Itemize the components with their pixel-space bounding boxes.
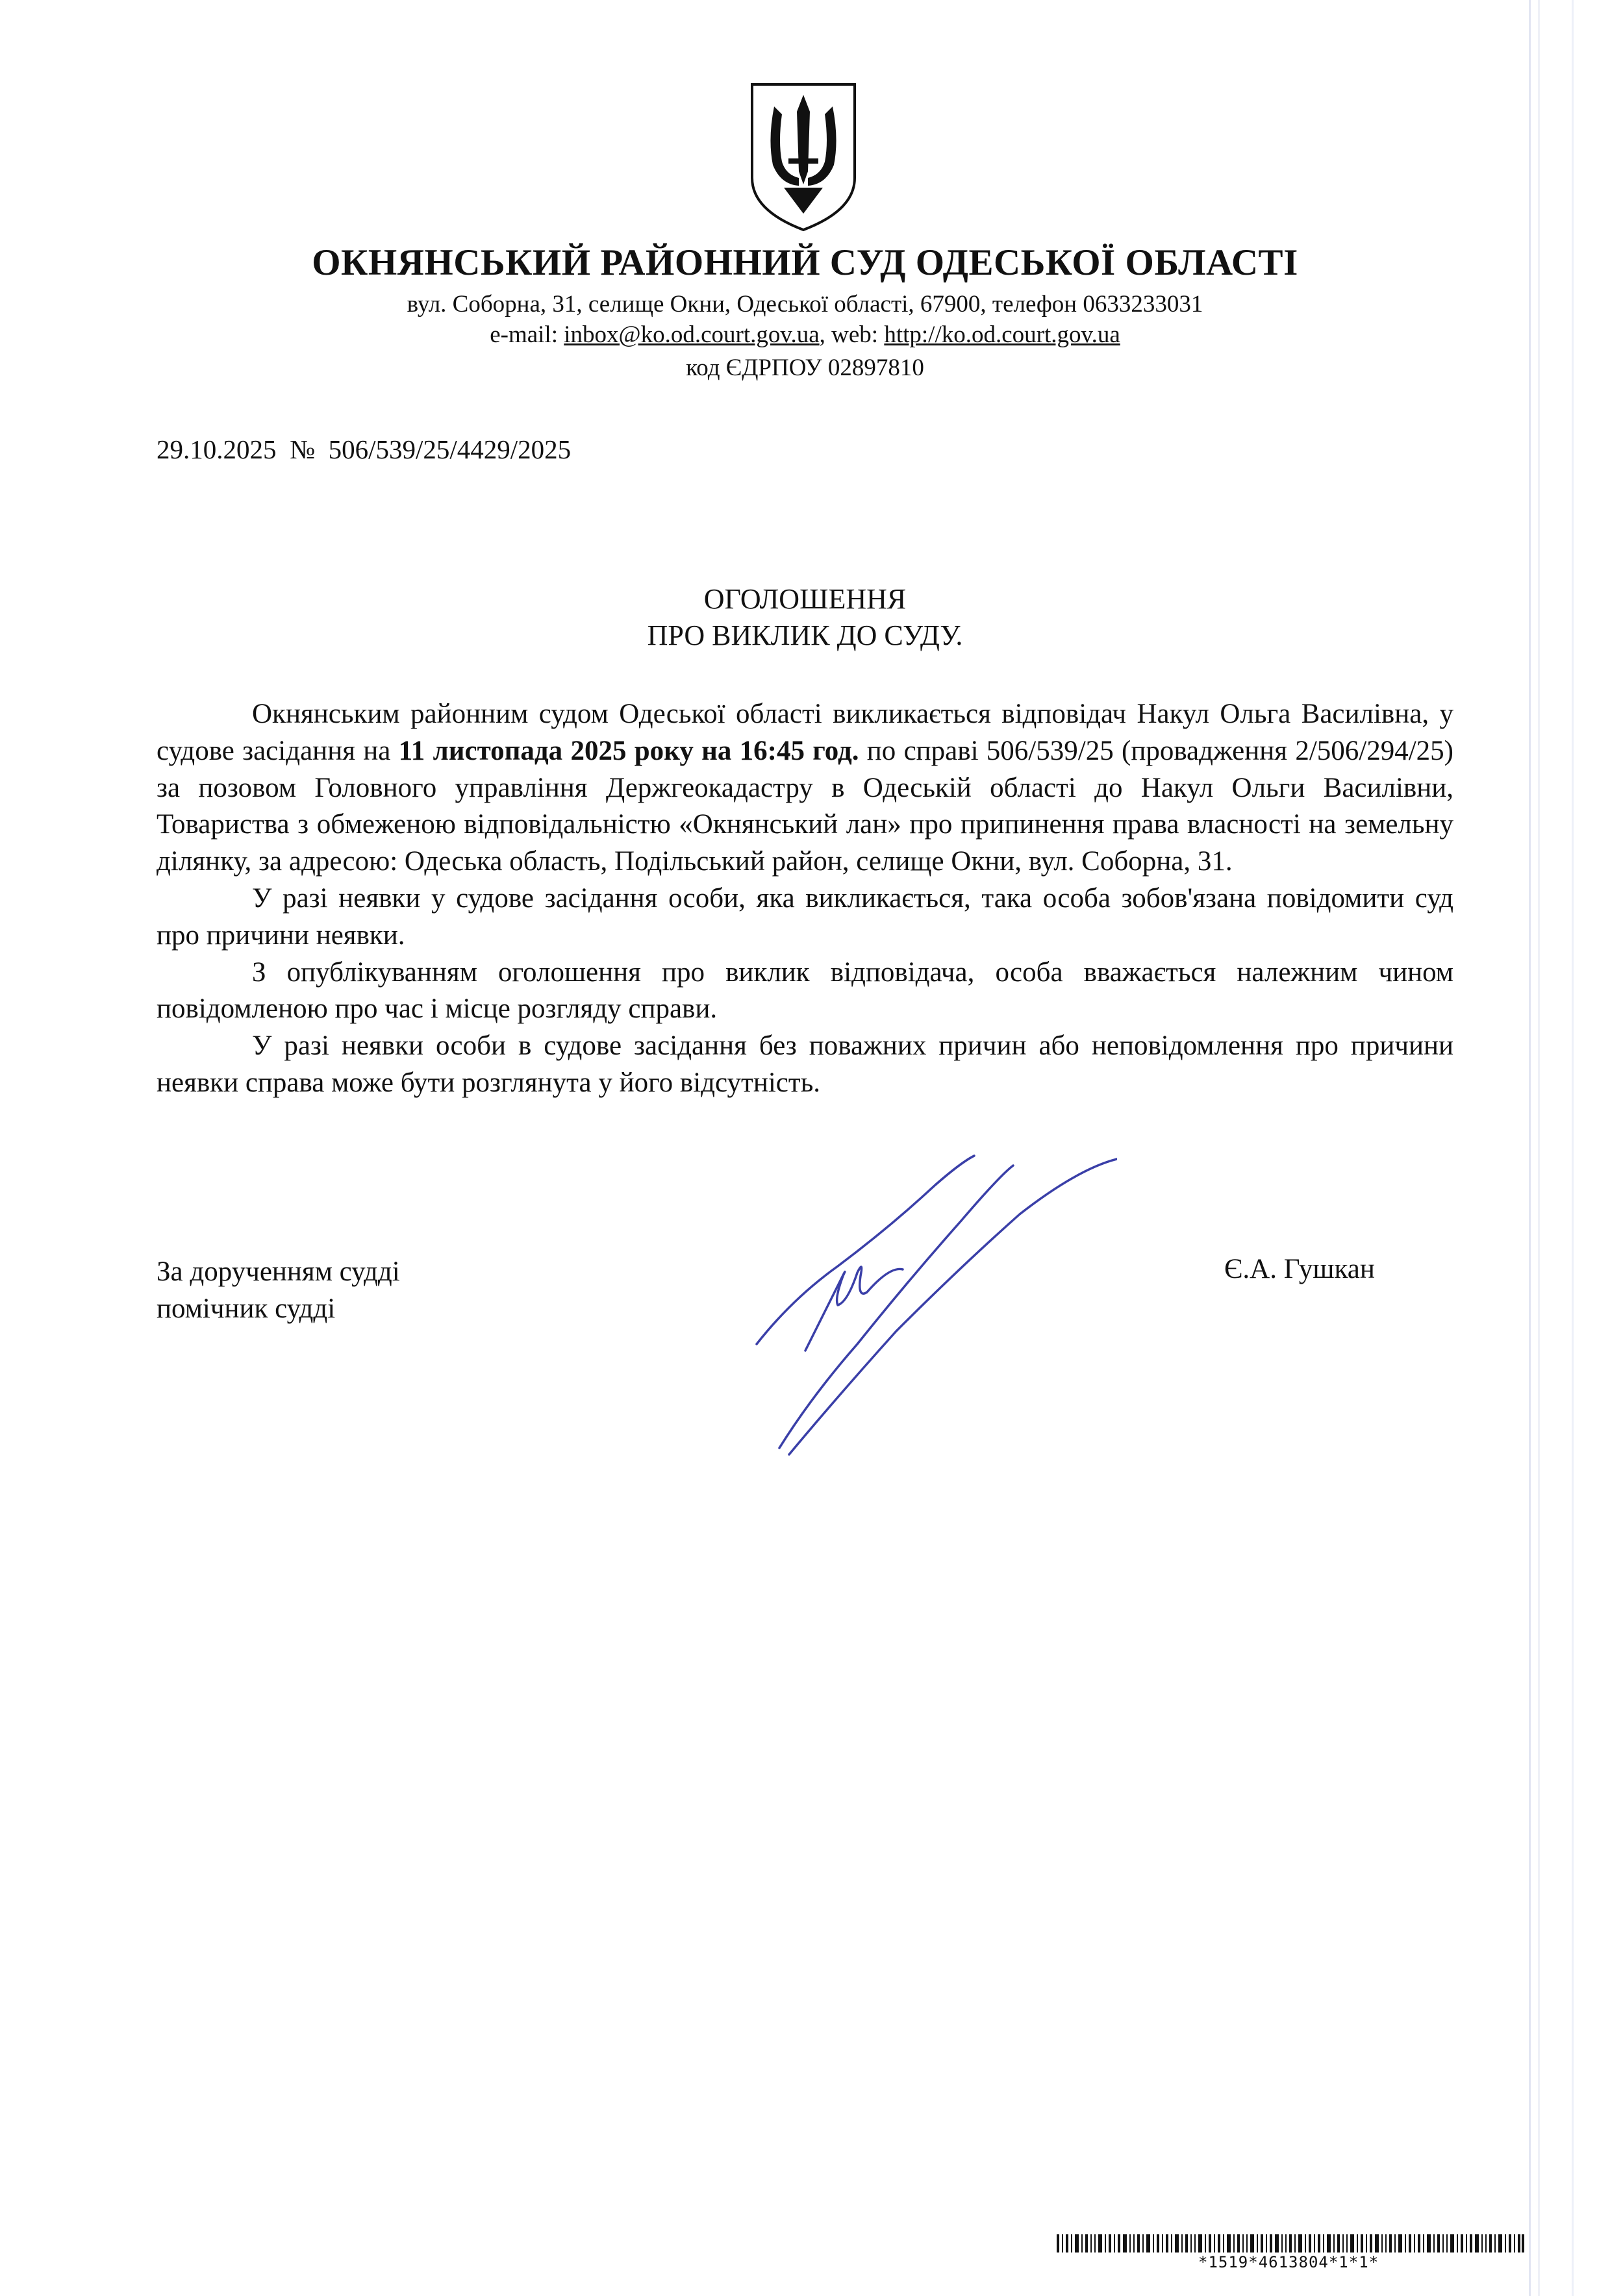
paragraph-absence-notice: У разі неявки у судове засідання особи, яка викликається, така особа зобов'язана повідомити суд про причини неявки. (157, 882, 1453, 951)
announcement-subtitle: ПРО ВИКЛИК ДО СУДУ. (647, 619, 963, 651)
announcement-title: ОГОЛОШЕННЯ (703, 583, 907, 615)
edrpou-code: код ЄДРПОУ 02897810 (686, 355, 924, 381)
court-address: вул. Соборна, 31, селище Окни, Одеської області, 67900, телефон 0633233031 (407, 291, 1203, 318)
document-reference: 29.10.2025 № 506/539/25/4429/2025 (157, 434, 572, 464)
signatory-role-line: За дорученням судді (157, 1256, 400, 1287)
paragraph-publication: З опублікуванням оголошення про виклик відповідача, особа вважається належним чином повідомленою про час і місце розгляду справи. (157, 956, 1453, 1025)
hearing-date: 11 листопада 2025 року на 16:45 год. (398, 735, 859, 766)
coat-of-arms-icon (748, 81, 859, 234)
handwritten-signature (727, 1136, 1117, 1467)
barcode-number: *1519*4613804*1*1* (1198, 2253, 1379, 2271)
signatory-role-line: помічник судді (157, 1293, 336, 1324)
signatory-name: Є.А. Гушкан (1224, 1254, 1375, 1284)
court-contacts (0, 321, 1610, 349)
paragraph-summons (157, 696, 1453, 880)
announcement-body (157, 696, 1453, 1102)
email-link[interactable]: inbox@ko.od.court.gov.ua (564, 321, 820, 348)
paragraph-consequences: У разі неявки особи в судове засідання без поважних причин або неповідомлення про причини неявки справа може бути розглянута у його відсутність. (157, 1030, 1453, 1098)
court-title: ОКНЯНСЬКИЙ РАЙОННИЙ СУД ОДЕСЬКОЇ ОБЛАСТІ (312, 242, 1298, 283)
paragraph-text: Окнянським районним судом Одеської області викликається відповідач Накул Ольга Василівна, у судове засідання на (157, 699, 1453, 766)
barcode (1057, 2234, 1524, 2252)
web-link[interactable]: http://ko.od.court.gov.ua (884, 321, 1120, 348)
signatory-role (157, 1253, 400, 1327)
paragraph-text: по справі 506/539/25 (провадження 2/506/294/25) за позовом Головного управління Держгеокадастру в Одеській області до Накул Ольги Василівни, Товариства з обмеженою відповідальністю «Окнянський лан» про припинення права власності на земельну ділянку, за адресою: Одеська область, Подільський район, селище Окни, вул. Соборна, 31. (157, 735, 1454, 877)
email-label: e-mail: (490, 321, 564, 348)
web-label: , web: (819, 321, 885, 348)
